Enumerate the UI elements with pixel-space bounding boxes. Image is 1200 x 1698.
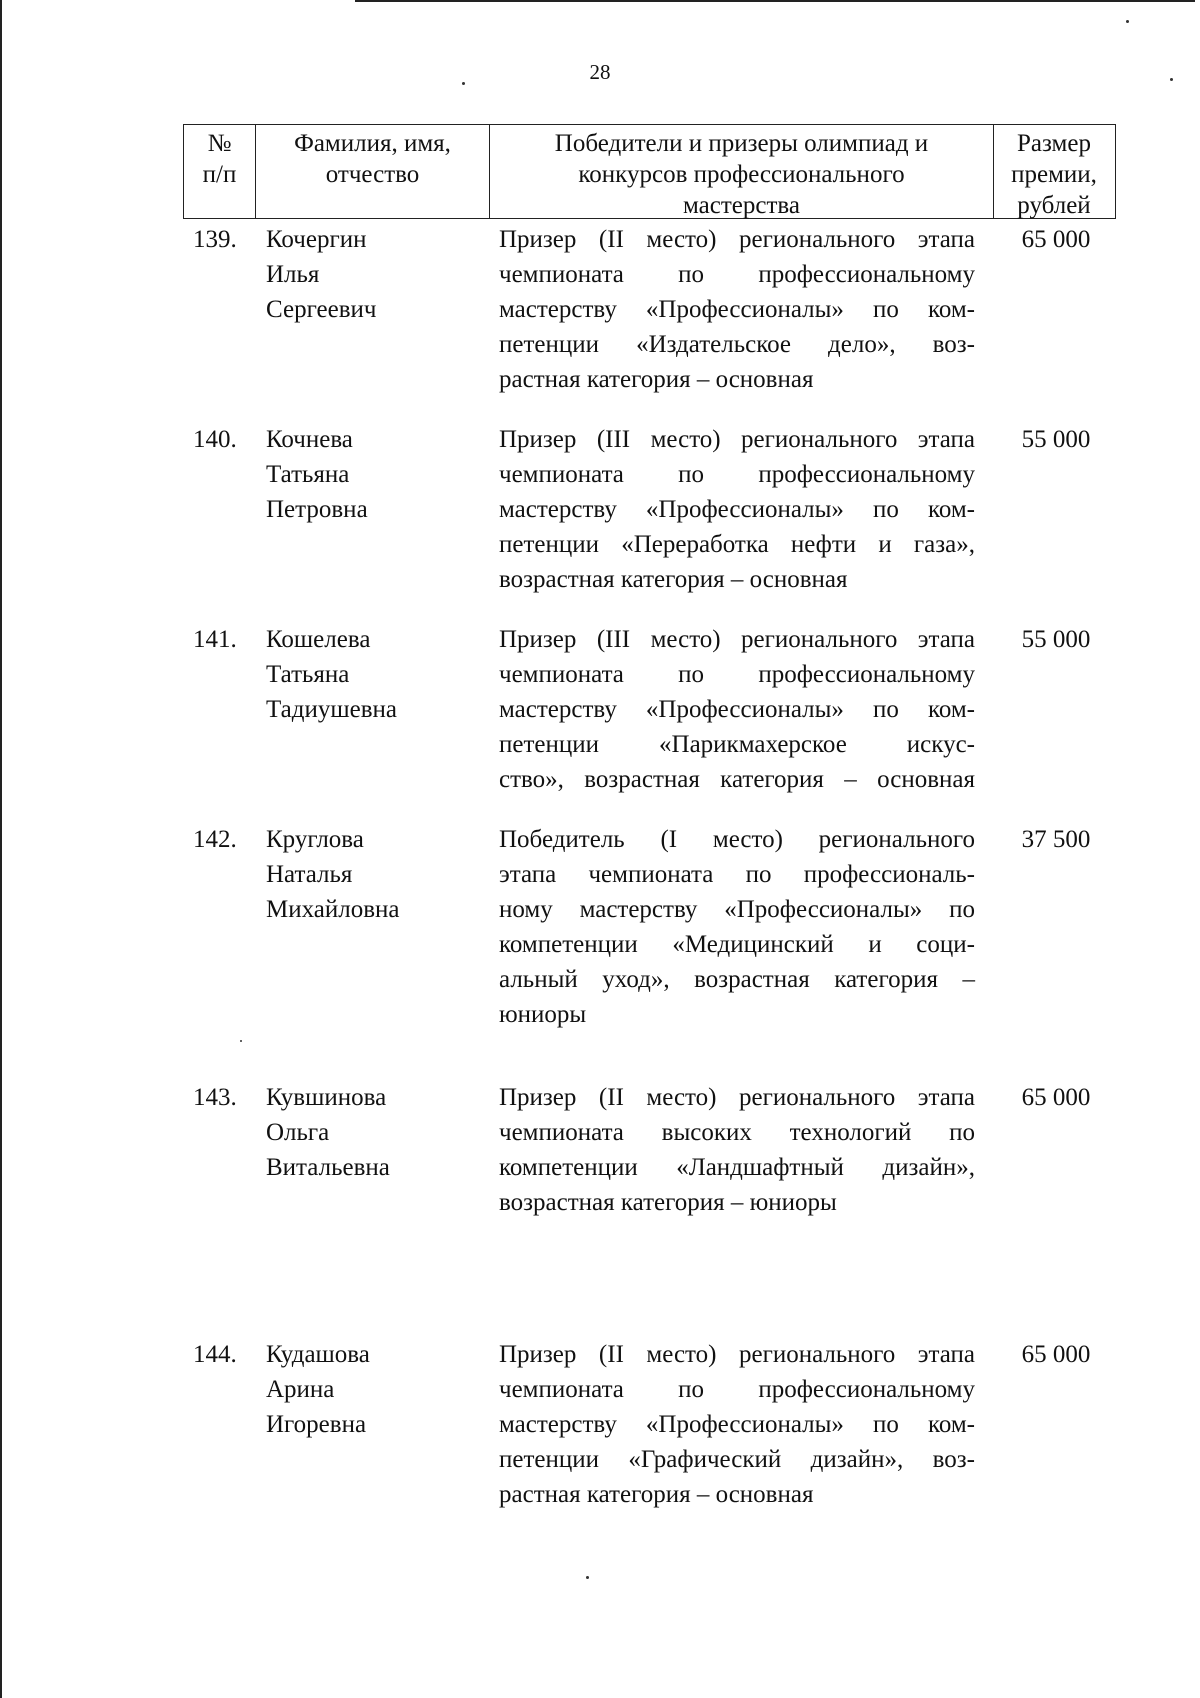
row-prize-amount: 55 000: [1021, 626, 1091, 653]
row-full-name: [266, 422, 476, 527]
achievement-line: Победитель (I место) регионального: [499, 826, 975, 853]
patronymic: Витальевна: [266, 1154, 390, 1181]
surname: Кочнева: [266, 426, 353, 453]
achievement-line: петенции «Графический дизайн», воз-: [499, 1446, 975, 1473]
header-num-line: №: [207, 130, 232, 157]
page-number: 28: [589, 60, 611, 84]
row-prize-amount: 55 000: [1021, 426, 1091, 453]
header-desc: [490, 125, 994, 218]
achievement-line: Призер (II место) регионального этапа: [499, 1341, 975, 1368]
patronymic: Тадиушевна: [266, 696, 397, 723]
row-full-name: [266, 822, 476, 927]
header-desc-line: мастерства: [683, 192, 800, 219]
row-achievement: [499, 822, 975, 1032]
achievement-line: ному мастерству «Профессионалы» по: [499, 896, 975, 923]
achievement-line: ство», возрастная категория – основная: [499, 766, 975, 793]
achievement-line: растная категория – основная: [499, 366, 814, 393]
achievement-line: альный уход», возрастная категория –: [499, 966, 975, 993]
surname: Кувшинова: [266, 1084, 387, 1111]
table-header: [183, 124, 1116, 219]
row-number: 143.: [193, 1084, 237, 1111]
achievement-line: мастерству «Профессионалы» по ком-: [499, 296, 975, 323]
row-number: 140.: [193, 426, 237, 453]
achievement-line: петенции «Парикмахерское искус-: [499, 731, 975, 758]
achievement-line: Призер (II место) регионального этапа: [499, 226, 975, 253]
scan-edge-line-top: [355, 0, 1195, 2]
scan-edge-line-left: [0, 0, 2, 1698]
achievement-line: Призер (III место) регионального этапа: [499, 626, 975, 653]
scan-speck: [586, 1576, 589, 1579]
header-desc-line: конкурсов профессионального: [578, 161, 905, 188]
achievement-line: юниоры: [499, 1001, 587, 1028]
row-number: 142.: [193, 826, 237, 853]
first-name: Ольга: [266, 1119, 330, 1146]
header-num: [184, 125, 256, 218]
achievement-line: этапа чемпионата по профессиональ-: [499, 861, 975, 888]
achievement-line: компетенции «Ландшафтный дизайн»,: [499, 1154, 975, 1181]
row-prize-amount: 65 000: [1021, 1084, 1091, 1111]
header-amount-line: Размер: [1017, 130, 1091, 157]
surname: Кошелева: [266, 626, 371, 653]
header-desc-line: Победители и призеры олимпиад и: [554, 130, 929, 157]
header-name-line: отчество: [325, 161, 420, 188]
header-amount-line: премии,: [1011, 161, 1097, 188]
header-amount-line: рублей: [1017, 192, 1091, 219]
row-achievement: [499, 1080, 975, 1220]
achievement-line: Призер (III место) регионального этапа: [499, 426, 975, 453]
scan-speck: [1126, 20, 1129, 23]
row-achievement: [499, 622, 975, 797]
achievement-line: мастерству «Профессионалы» по ком-: [499, 1411, 975, 1438]
row-full-name: [266, 1337, 476, 1442]
scan-speck: [240, 1040, 242, 1042]
surname: Кудашова: [266, 1341, 370, 1368]
patronymic: Сергеевич: [266, 296, 377, 323]
surname: Кочергин: [266, 226, 367, 253]
achievement-line: возрастная категория – основная: [499, 566, 848, 593]
row-number: 144.: [193, 1341, 237, 1368]
header-amount: [994, 125, 1114, 218]
row-achievement: [499, 222, 975, 397]
achievement-line: чемпионата по профессиональному: [499, 261, 975, 288]
surname: Круглова: [266, 826, 364, 853]
row-number: 139.: [193, 226, 237, 253]
first-name: Татьяна: [266, 661, 350, 688]
row-achievement: [499, 422, 975, 597]
first-name: Арина: [266, 1376, 335, 1403]
row-full-name: [266, 622, 476, 727]
header-num-line: п/п: [202, 161, 237, 188]
achievement-line: мастерству «Профессионалы» по ком-: [499, 696, 975, 723]
first-name: Татьяна: [266, 461, 350, 488]
row-prize-amount: 65 000: [1021, 226, 1091, 253]
patronymic: Игоревна: [266, 1411, 367, 1438]
first-name: Наталья: [266, 861, 353, 888]
row-prize-amount: 37 500: [1021, 826, 1091, 853]
achievement-line: мастерству «Профессионалы» по ком-: [499, 496, 975, 523]
achievement-line: возрастная категория – юниоры: [499, 1189, 837, 1216]
header-name: [256, 125, 490, 218]
achievement-line: чемпионата по профессиональному: [499, 1376, 975, 1403]
achievement-line: петенции «Издательское дело», воз-: [499, 331, 975, 358]
patronymic: Петровна: [266, 496, 368, 523]
achievement-line: Призер (II место) регионального этапа: [499, 1084, 975, 1111]
achievement-line: чемпионата по профессиональному: [499, 661, 975, 688]
first-name: Илья: [266, 261, 320, 288]
achievement-line: растная категория – основная: [499, 1481, 814, 1508]
row-achievement: [499, 1337, 975, 1512]
row-full-name: [266, 222, 476, 327]
row-full-name: [266, 1080, 476, 1185]
patronymic: Михайловна: [266, 896, 400, 923]
row-prize-amount: 65 000: [1021, 1341, 1091, 1368]
achievement-line: компетенции «Медицинский и соци-: [499, 931, 975, 958]
achievement-line: чемпионата высоких технологий по: [499, 1119, 975, 1146]
achievement-line: чемпионата по профессиональному: [499, 461, 975, 488]
row-number: 141.: [193, 626, 237, 653]
achievement-line: петенции «Переработка нефти и газа»,: [499, 531, 975, 558]
header-name-line: Фамилия, имя,: [294, 130, 451, 157]
